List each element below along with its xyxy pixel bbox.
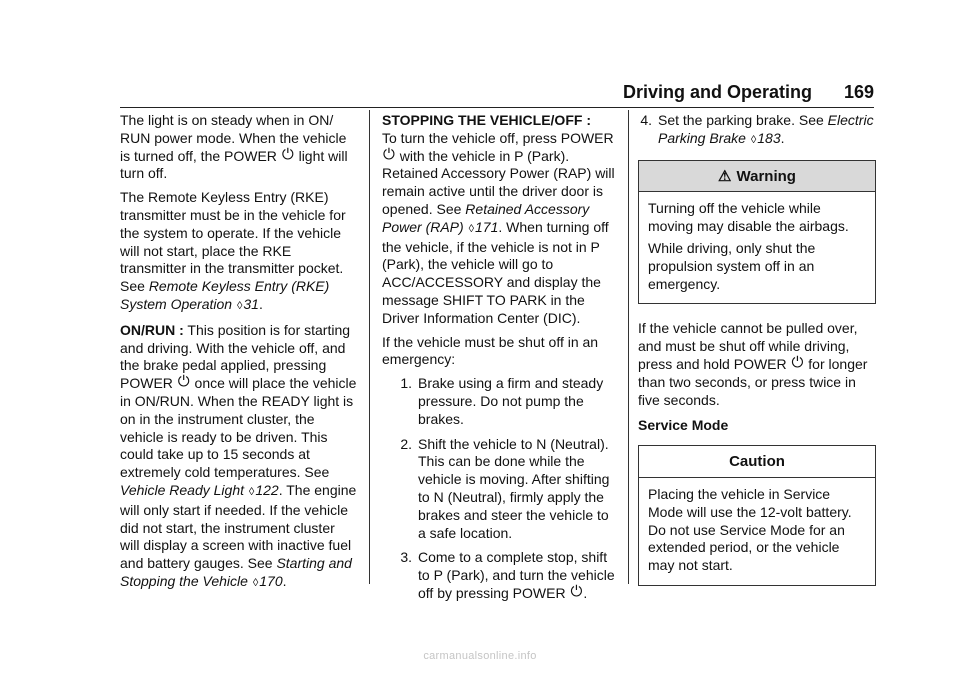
list-item bbox=[382, 436, 618, 543]
list-item bbox=[382, 549, 618, 602]
page-reference-arrow-icon: ◊ bbox=[750, 133, 757, 146]
page-number: 169 bbox=[843, 82, 874, 102]
list-number: 3. bbox=[400, 549, 412, 566]
text: once will place the vehicle in ON/RUN. When the READY light is on in the instrument cluster, the vehicle is ready to be driven. This could take up to 15 seconds at extremely cold temperatures. See bbox=[120, 375, 357, 481]
text: If the vehicle cannot be pulled over, and must be shut off while driving, press and hold POWER bbox=[638, 320, 858, 372]
power-symbol-icon: ⏻ bbox=[791, 353, 804, 371]
text: The Remote Keyless Entry (RKE) transmitter must be in the vehicle for the system to operate. If the vehicle will not start, place the RKE transmitter in the transmitter pocket. See bbox=[120, 189, 346, 295]
page-reference-arrow-icon: ◊ bbox=[252, 576, 259, 589]
caution-text: Placing the vehicle in Service Mode will use the 12-volt battery. Do not use Service Mode for an extended period, or the vehicle may not start. bbox=[648, 485, 852, 574]
paragraph-power-light bbox=[120, 112, 358, 183]
power-symbol-icon: ⏻ bbox=[281, 145, 294, 163]
section-title: Driving and Operating bbox=[622, 82, 812, 102]
power-symbol-icon: ⏻ bbox=[177, 373, 190, 391]
list-number: 2. bbox=[400, 435, 412, 452]
caution-title: Caution bbox=[729, 453, 785, 471]
warning-icon: ⚠ bbox=[718, 167, 732, 185]
paragraph-on-run: ON/RUN : This position is for starting and driving. With the vehicle off, and the brake pedal applied, pressing POWER ⏻ once will place the vehicle in ON/RUN. When the READY light is on in the instrument cluster, the vehicle is ready to be driven. This could take up to 15 seconds at extremely cold temperatures. See Vehicle Ready Light ◊122. The engine will only start if needed. If the vehicle did not start, the instrument cluster will display a screen with inactive fuel and battery gauges. See Starting and Stopping the Vehicle ◊170. bbox=[120, 321, 357, 589]
paragraph-emergency: If the vehicle must be shut off in an emergency: bbox=[382, 333, 599, 368]
caution-header bbox=[639, 446, 875, 478]
term-heading: STOPPING THE VEHICLE/OFF : bbox=[382, 112, 591, 128]
cross-reference-link[interactable]: Remote Keyless Entry (RKE) System Operation bbox=[120, 278, 330, 312]
column-2 bbox=[382, 112, 618, 610]
list-number: 1. bbox=[400, 375, 412, 392]
warning-text: Turning off the vehicle while moving may disable the airbags. bbox=[648, 200, 849, 235]
page-reference[interactable]: 122 bbox=[255, 481, 279, 498]
cross-reference-link[interactable]: Electric Parking Brake bbox=[658, 112, 874, 146]
text: The light is on steady when in ON/ RUN power mode. When the vehicle is turned off, the POWER bbox=[120, 112, 347, 164]
list-text: Come to a complete stop, shift to P (Park), and turn the vehicle off by pressing POWER ⏻. bbox=[418, 549, 615, 601]
header-rule bbox=[120, 107, 874, 108]
warning-box bbox=[638, 160, 876, 305]
text: Set the parking brake. See bbox=[658, 112, 824, 128]
text: for longer than two seconds, or press twice in five seconds. bbox=[638, 355, 868, 408]
list-text: Brake using a firm and steady pressure. Do not pump the brakes. bbox=[418, 375, 604, 427]
column-divider-left bbox=[369, 110, 370, 584]
caution-box bbox=[638, 445, 876, 586]
list-number: 4. bbox=[640, 112, 652, 128]
page-reference[interactable]: 170 bbox=[259, 572, 283, 589]
list-text: Set the parking brake. See Electric Parking Brake ◊183. bbox=[658, 112, 874, 146]
text: To turn the vehicle off, press POWER bbox=[382, 129, 614, 146]
page-reference[interactable]: 171 bbox=[475, 218, 499, 235]
page-reference-arrow-icon: ◊ bbox=[248, 485, 255, 498]
column-divider-right bbox=[628, 110, 629, 584]
list-item bbox=[638, 112, 876, 150]
warning-body bbox=[639, 192, 875, 303]
page-header bbox=[120, 80, 874, 106]
warning-header bbox=[639, 161, 875, 193]
caution-body bbox=[639, 478, 875, 585]
cross-reference-link[interactable]: Retained Accessory Power (RAP) bbox=[382, 200, 590, 235]
text: . The engine will only start if needed. If the vehicle did not start, the instrument cluster will display a screen with inactive fuel and battery gauges. See bbox=[120, 481, 357, 572]
text: Come to a complete stop, shift to P (Park), and turn the vehicle off by pressing POWER bbox=[418, 549, 615, 601]
watermark: carmanualsonline.info bbox=[423, 650, 537, 662]
text: . When turning off the vehicle, if the vehicle is not in P (Park), the vehicle will go to ACC/ACCESSORY and display the message SHIFT TO PARK in the Driver Information Center (DIC). bbox=[382, 218, 609, 326]
cross-reference-link[interactable]: Starting and Stopping the Vehicle bbox=[120, 555, 352, 589]
service-mode-heading: Service Mode bbox=[638, 417, 729, 434]
term-heading: ON/RUN : bbox=[120, 321, 184, 338]
emergency-steps-list bbox=[382, 375, 618, 603]
cross-reference-link[interactable]: Vehicle Ready Light bbox=[120, 481, 245, 498]
text: with the vehicle in P (Park). Retained Accessory Power (RAP) will remain active until the driver door is opened. See bbox=[382, 147, 615, 217]
list-item bbox=[382, 375, 618, 428]
paragraph-shutoff-driving bbox=[638, 320, 876, 409]
text: light will turn off. bbox=[120, 147, 348, 182]
column-3 bbox=[638, 112, 876, 602]
page-reference[interactable]: 183 bbox=[757, 129, 781, 146]
page-reference[interactable]: 31 bbox=[243, 295, 259, 312]
page-reference-arrow-icon: ◊ bbox=[468, 222, 475, 235]
paragraph-rke: The Remote Keyless Entry (RKE) transmitter must be in the vehicle for the system to operate. If the vehicle will not start, place the RKE transmitter in the transmitter pocket. See Remote Keyless Entry (RKE) System Operation ◊31. bbox=[120, 189, 346, 312]
paragraph-stopping bbox=[382, 112, 618, 328]
power-symbol-icon: ⏻ bbox=[570, 582, 583, 600]
page-reference-arrow-icon: ◊ bbox=[236, 299, 243, 312]
warning-title: Warning bbox=[736, 167, 796, 185]
text: This position is for starting and driving. With the vehicle off, and the brake pedal applied, pressing POWER bbox=[120, 321, 351, 392]
column-1 bbox=[120, 112, 358, 599]
warning-text: While driving, only shut the propulsion system off in an emergency. bbox=[648, 239, 816, 292]
power-symbol-icon: ⏻ bbox=[383, 145, 395, 163]
list-text: Shift the vehicle to N (Neutral). This can be done while the vehicle is moving. After shifting to N (Neutral), firmly apply the brakes and steer the vehicle to a safe location. bbox=[418, 435, 610, 541]
